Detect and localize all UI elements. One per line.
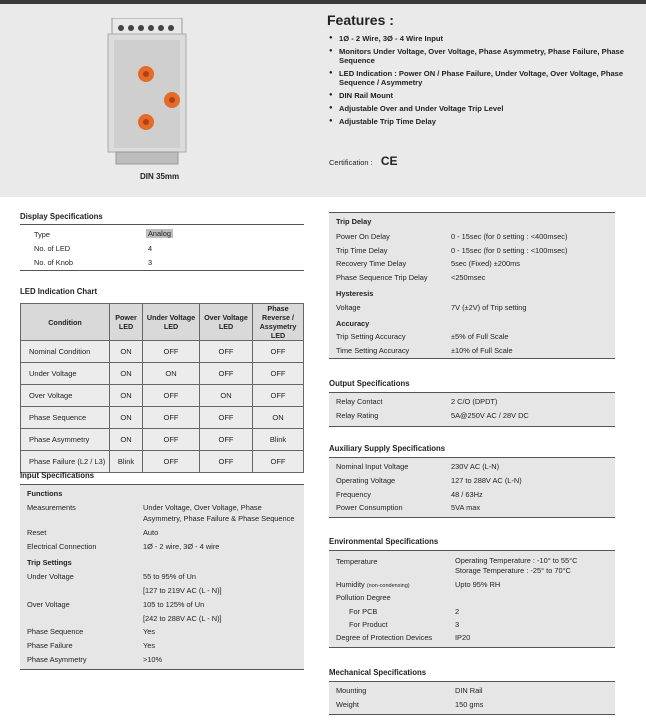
spec-value: 7V (±2V) of Trip setting: [451, 303, 527, 312]
spec-value: 0 - 15sec (for 0 setting : <400msec): [451, 232, 568, 241]
output-spec-title: Output Specifications: [329, 379, 410, 388]
cell: ON: [110, 385, 143, 407]
divider: [20, 270, 304, 271]
ce-mark: CE: [380, 154, 398, 168]
cell: ON: [253, 407, 304, 429]
table-row: [21, 407, 304, 429]
din-label: DIN 35mm: [140, 172, 180, 181]
trip-settings-heading: Trip Settings: [27, 558, 72, 567]
spec-value: 3: [455, 620, 460, 629]
input-spec-title: Input Specifications: [20, 471, 95, 480]
cell: OFF: [143, 407, 200, 429]
cell: OFF: [143, 385, 200, 407]
spec-value: 5sec (Fixed) ±200ms: [451, 259, 520, 268]
aux-spec-title: Auxiliary Supply Specifications: [329, 444, 446, 453]
spec-value: Under Voltage, Over Voltage, Phase: [143, 503, 262, 512]
spec-value: 3: [148, 258, 153, 267]
spec-value: 5VA max: [451, 503, 481, 512]
led-indication-table: [20, 303, 304, 473]
spec-value: 48 / 63Hz: [451, 490, 483, 499]
certification: [329, 154, 398, 168]
spec-value: Auto: [143, 528, 159, 537]
relay-device-image: [106, 18, 188, 166]
cell: Over Voltage: [21, 385, 110, 407]
spec-key: No. of LED: [34, 244, 71, 253]
features-title: Features :: [327, 12, 394, 28]
cell: ON: [200, 385, 253, 407]
spec-value: [242 to 288V AC (L - N)]: [143, 614, 222, 623]
spec-key: Relay Rating: [336, 411, 379, 420]
spec-value: ±5% of Full Scale: [451, 332, 509, 341]
spec-key: Voltage: [336, 303, 361, 312]
spec-value: Upto 95% RH: [455, 580, 501, 589]
spec-key: Power Consumption: [336, 503, 403, 512]
feature-item: ● Adjustable Trip Time Delay: [339, 117, 637, 126]
cell: OFF: [253, 341, 304, 363]
cell: OFF: [200, 451, 253, 473]
spec-value: 5A@250V AC / 28V DC: [451, 411, 529, 420]
spec-value: Analog: [148, 229, 172, 238]
cell: OFF: [200, 407, 253, 429]
cell: Under Voltage: [21, 363, 110, 385]
spec-value: 55 to 95% of Un: [143, 572, 197, 581]
col-header: Condition: [21, 304, 110, 341]
spec-value: 2 C/O (DPDT): [451, 397, 498, 406]
spec-key: Pollution Degree: [336, 593, 391, 602]
cell: OFF: [253, 363, 304, 385]
spec-key: No. of Knob: [34, 258, 74, 267]
spec-value: <250msec: [451, 273, 486, 282]
spec-key: Relay Contact: [336, 397, 383, 406]
cell: Nominal Condition: [21, 341, 110, 363]
spec-value: >10%: [143, 655, 163, 664]
spec-key: Time Setting Accuracy: [336, 346, 410, 355]
table-row: [21, 341, 304, 363]
cell: Phase Sequence: [21, 407, 110, 429]
mech-spec-title: Mechanical Specifications: [329, 668, 427, 677]
spec-value: ±10% of Full Scale: [451, 346, 513, 355]
table-row: [21, 429, 304, 451]
cell: ON: [110, 341, 143, 363]
feature-item: ● DIN Rail Mount: [339, 91, 637, 100]
table-row: [21, 363, 304, 385]
spec-key: Over Voltage: [27, 600, 70, 609]
features-list: [327, 34, 637, 126]
humidity-note: (non-condensing): [366, 583, 410, 589]
spec-key: Phase Asymmetry: [27, 655, 87, 664]
col-header: Phase Reverse / Assymetry LED: [253, 304, 304, 341]
spec-key: For PCB: [349, 607, 378, 616]
cell: ON: [143, 363, 200, 385]
cell: OFF: [143, 429, 200, 451]
spec-key: Phase Sequence Trip Delay: [336, 273, 428, 282]
feature-item: ● 1Ø - 2 Wire, 3Ø - 4 Wire Input: [339, 34, 637, 43]
spec-value: [127 to 219V AC (L - N)]: [143, 586, 222, 595]
features-section: [327, 12, 637, 130]
spec-key: Power On Delay: [336, 232, 390, 241]
cell: ON: [110, 429, 143, 451]
hysteresis-heading: Hysteresis: [336, 289, 374, 298]
col-header: Over Voltage LED: [200, 304, 253, 341]
cell: Phase Failure (L2 / L3): [21, 451, 110, 473]
cell: OFF: [143, 451, 200, 473]
spec-key: Mounting: [336, 686, 367, 695]
feature-item: ● Monitors Under Voltage, Over Voltage, Phase Asymmetry, Phase Failure, Phase Sequence: [339, 47, 637, 65]
spec-value: DIN Rail: [455, 686, 483, 695]
spec-value: 0 - 15sec (for 0 setting : <100msec): [451, 246, 568, 255]
cell: OFF: [200, 363, 253, 385]
feature-item: ● Adjustable Over and Under Voltage Trip Level: [339, 104, 637, 113]
feature-item: ● LED Indication : Power ON / Phase Failure, Under Voltage, Over Voltage, Phase Sequence / Asymmetry: [339, 69, 637, 87]
spec-key: Weight: [336, 700, 359, 709]
spec-key: Electrical Connection: [27, 542, 97, 551]
display-spec-title: Display Specifications: [20, 212, 103, 221]
env-spec-title: Environmental Specifications: [329, 537, 439, 546]
cell: OFF: [253, 385, 304, 407]
spec-key: [336, 580, 410, 589]
spec-value: IP20: [455, 633, 471, 642]
spec-key: Type: [34, 230, 51, 239]
spec-value: 127 to 288V AC (L-N): [451, 476, 522, 485]
spec-key: Operating Voltage: [336, 476, 396, 485]
col-header: Power LED: [110, 304, 143, 341]
cell: OFF: [143, 341, 200, 363]
spec-value: 4: [148, 244, 153, 253]
spec-value: Storage Temperature : -25° to 70°C: [455, 566, 571, 575]
functions-heading: Functions: [27, 489, 63, 498]
certification-label: Certification :: [329, 158, 373, 167]
product-hero: [0, 4, 646, 197]
spec-key: Phase Failure: [27, 641, 73, 650]
cell: ON: [110, 407, 143, 429]
cell: Phase Asymmetry: [21, 429, 110, 451]
spec-key: Temperature: [336, 557, 378, 566]
spec-key: Phase Sequence: [27, 627, 84, 636]
spec-key: Frequency: [336, 490, 371, 499]
spec-value: Asymmetry, Phase Failure & Phase Sequence: [143, 514, 295, 523]
spec-value: 1Ø - 2 wire, 3Ø - 4 wire: [143, 542, 220, 551]
accuracy-heading: Accuracy: [336, 319, 370, 328]
spec-key: Under Voltage: [27, 572, 74, 581]
spec-key: Degree of Protection Devices: [336, 633, 433, 642]
spec-key: Nominal Input Voltage: [336, 462, 409, 471]
spec-key: For Product: [349, 620, 388, 629]
spec-value: Yes: [143, 641, 156, 650]
spec-value: 150 gms: [455, 700, 484, 709]
spec-value: 105 to 125% of Un: [143, 600, 205, 609]
cell: Blink: [110, 451, 143, 473]
cell: Blink: [253, 429, 304, 451]
spec-value: 230V AC (L-N): [451, 462, 500, 471]
spec-value: Yes: [143, 627, 156, 636]
divider: [20, 224, 304, 225]
cell: OFF: [200, 429, 253, 451]
col-header: Under Voltage LED: [143, 304, 200, 341]
cell: OFF: [253, 451, 304, 473]
led-chart-title: LED Indication Chart: [20, 287, 98, 296]
spec-key: Measurements: [27, 503, 76, 512]
cell: ON: [110, 363, 143, 385]
spec-key: Trip Setting Accuracy: [336, 332, 406, 341]
spec-value: Operating Temperature : -10° to 55°C: [455, 556, 578, 565]
spec-key: Reset: [27, 528, 47, 537]
humidity-label: Humidity: [336, 580, 365, 589]
spec-key: Trip Time Delay: [336, 246, 388, 255]
trip-delay-heading: Trip Delay: [336, 217, 372, 226]
table-row: [21, 451, 304, 473]
spec-key: Recovery Time Delay: [336, 259, 407, 268]
spec-value: 2: [455, 607, 460, 616]
cell: OFF: [200, 341, 253, 363]
table-header-row: [21, 304, 304, 341]
table-row: [21, 385, 304, 407]
